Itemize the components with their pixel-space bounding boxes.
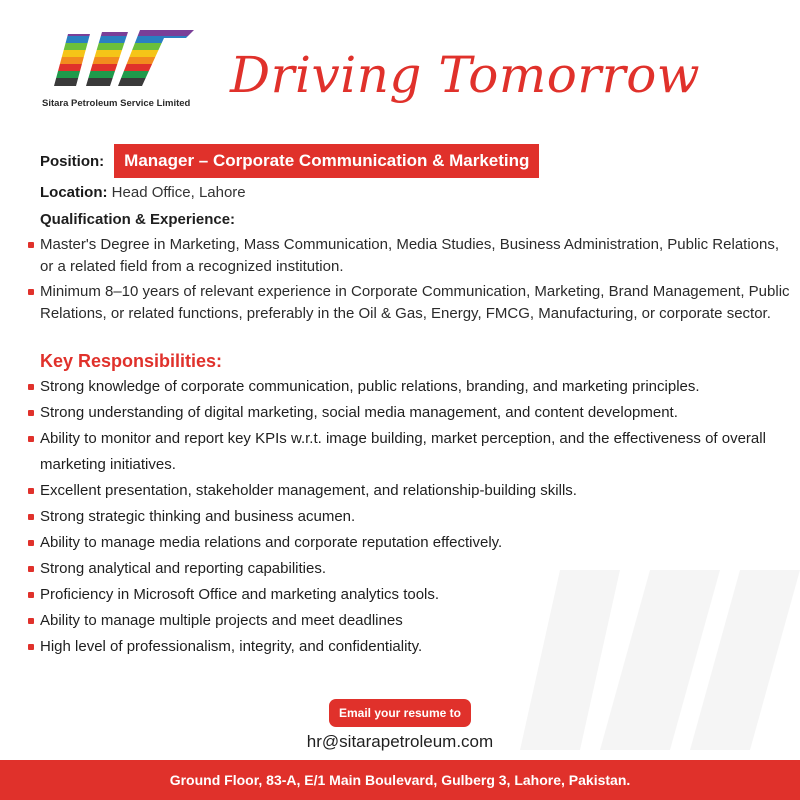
qualification-heading: Qualification & Experience: (40, 211, 236, 228)
position-row (40, 143, 539, 179)
responsibilities-list (24, 374, 800, 660)
responsibilities-heading: Key Responsibilities: (40, 351, 223, 371)
list-item: Master's Degree in Marketing, Mass Communication, Media Studies, Business Administration, Public Relations, or a related field from a recognized institution. (24, 234, 794, 277)
email-address[interactable]: hr@sitarapetroleum.com (306, 732, 494, 751)
list-item: Proficiency in Microsoft Office and marketing analytics tools. (24, 582, 800, 608)
list-item: Strong knowledge of corporate communication, public relations, branding, and marketing principles. (24, 374, 800, 400)
list-item: Ability to manage media relations and corporate reputation effectively. (24, 530, 800, 556)
list-item: Excellent presentation, stakeholder management, and relationship-building skills. (24, 478, 800, 504)
position-label: Position: (40, 152, 105, 170)
list-item: Ability to manage multiple projects and meet deadlines (24, 608, 800, 634)
list-item: High level of professionalism, integrity, and confidentiality. (24, 634, 800, 660)
email-resume-button[interactable]: Email your resume to (329, 699, 471, 727)
list-item: Strong understanding of digital marketing, social media management, and content development. (24, 400, 800, 426)
sps-logo-icon (46, 28, 196, 90)
company-name: Sitara Petroleum Service Limited (42, 98, 191, 109)
position-title: Manager – Corporate Communication & Marketing (114, 144, 539, 178)
location-row (40, 184, 246, 201)
footer-address: Ground Floor, 83-A, E/1 Main Boulevard, Gulberg 3, Lahore, Pakistan. (0, 760, 800, 800)
list-item: Strong strategic thinking and business acumen. (24, 504, 800, 530)
company-logo (42, 28, 202, 112)
list-item: Minimum 8–10 years of relevant experience in Corporate Communication, Marketing, Brand Management, Public Relations, or related functions, preferably in the Oil & Gas, Energy, FMCG, Manufacturing, or corporate sector. (24, 281, 794, 324)
qualification-list (24, 234, 794, 328)
list-item: Strong analytical and reporting capabilities. (24, 556, 800, 582)
location-value: Head Office, Lahore (111, 184, 246, 201)
location-label: Location: (40, 184, 108, 201)
tagline: Driving Tomorrow (230, 46, 701, 104)
list-item: Ability to monitor and report key KPIs w.r.t. image building, market perception, and the effectiveness of overall marketing initiatives. (24, 426, 800, 478)
